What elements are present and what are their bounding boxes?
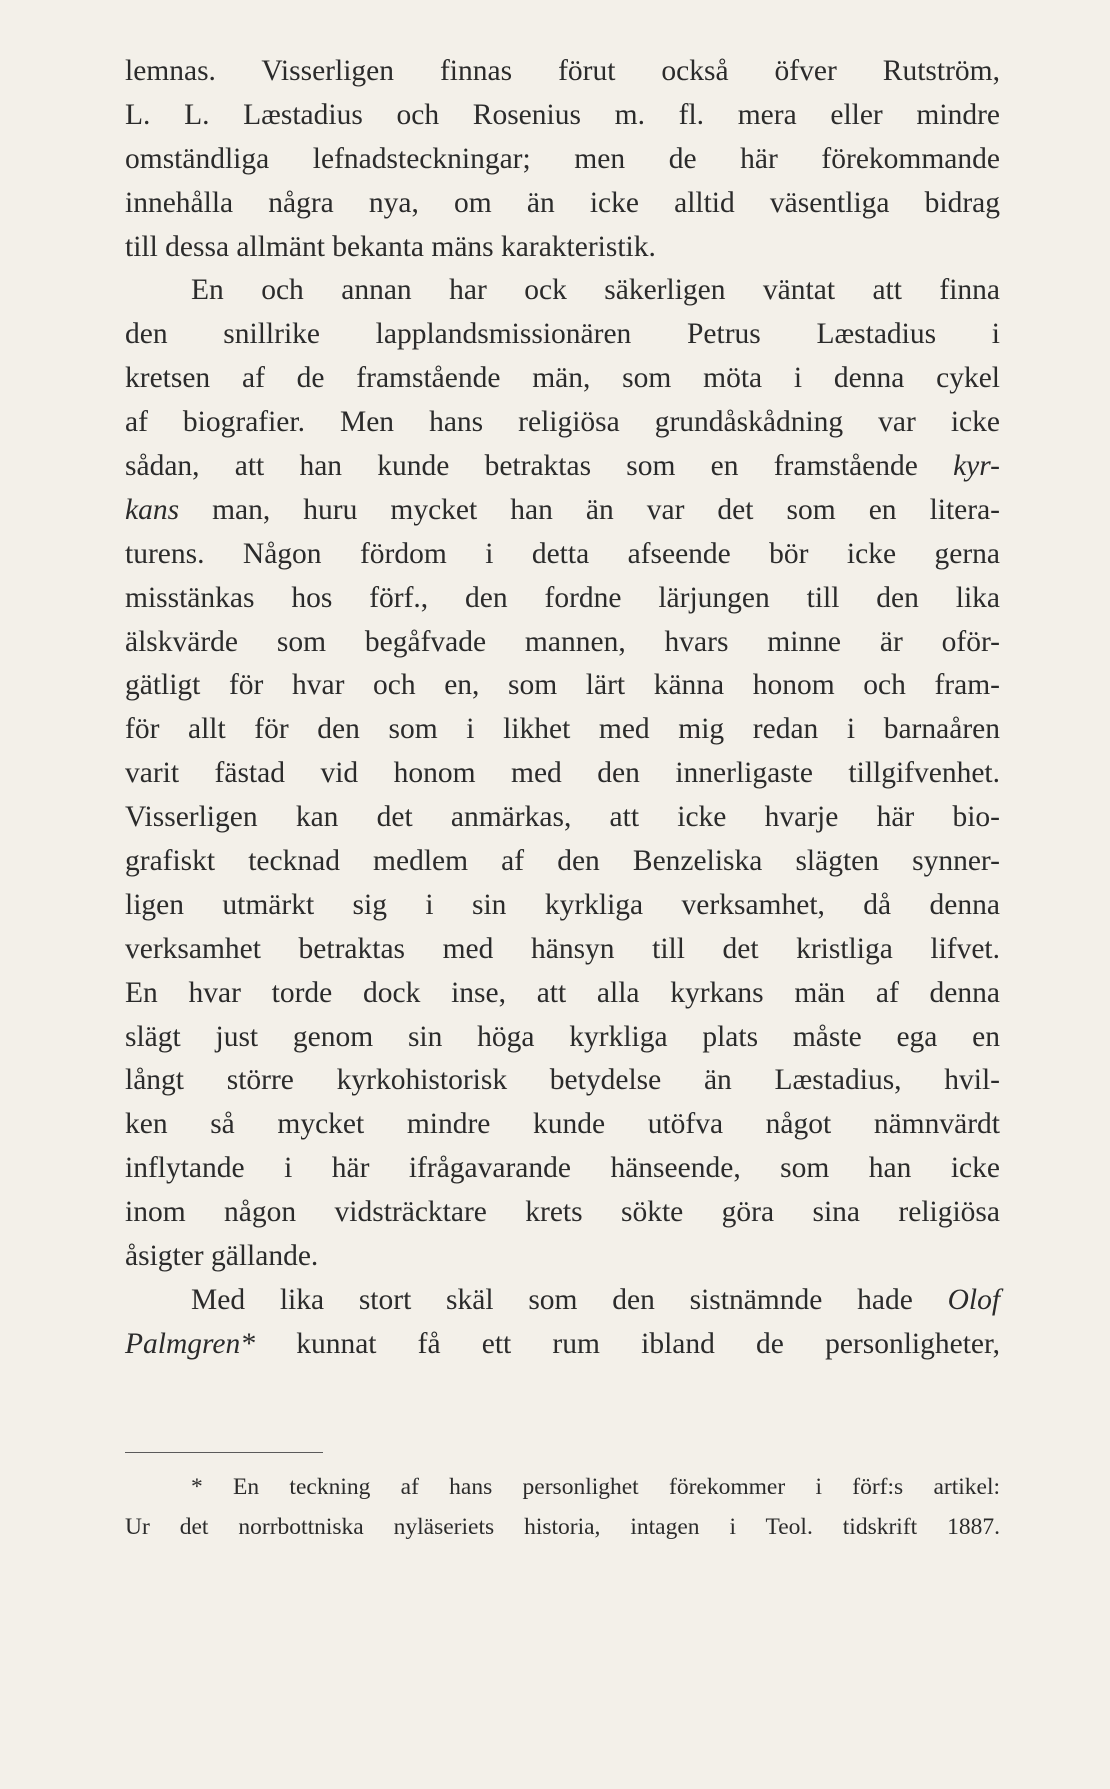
text-segment: kunnat få ett rum ibland de personligheter, [296, 1327, 1001, 1360]
text-line: kretsen af de framstående män, som möta i denna cykel [125, 362, 1000, 395]
text-line: grafiskt tecknad medlem af den Benzeliska slägten synner- [125, 845, 1000, 878]
text-line: innehålla några nya, om än icke alltid väsentliga bidrag [125, 186, 1000, 219]
italic-word: Palmgren* [125, 1327, 255, 1360]
text-line: ligen utmärkt sig i sin kyrkliga verksamhet, då denna [125, 888, 1000, 921]
page-body [125, 50, 1000, 1367]
text-line: Visserligen kan det anmärkas, att icke hvarje här bio- [125, 801, 1000, 834]
text-line: omständliga lefnadsteckningar; men de här förekommande [125, 142, 1000, 175]
text-segment: Med lika stort skäl som den sistnämnde hade [191, 1283, 913, 1316]
text-line: åsigter gällande. [125, 1240, 319, 1273]
footnote-divider [125, 1452, 323, 1453]
text-line: af biografier. Men hans religiösa grundåskådning var icke [125, 406, 1000, 439]
text-line: gätligt för hvar och en, som lärt känna honom och fram- [125, 669, 1000, 702]
text-line: den snillrike lapplandsmissionären Petrus Læstadius i [125, 318, 1000, 351]
text-line: misstänkas hos förf., den fordne lärjungen till den lika [125, 581, 1000, 614]
text-line: ken så mycket mindre kunde utöfva något nämnvärdt [125, 1108, 1000, 1141]
text-line: L. L. Læstadius och Rosenius m. fl. mera eller mindre [125, 98, 1000, 131]
text-line: långt större kyrkohistorisk betydelse än Læstadius, hvil- [125, 1064, 1000, 1097]
text-line [125, 1323, 1000, 1367]
text-line: för allt för den som i likhet med mig redan i barnaåren [125, 713, 1000, 746]
text-line: turens. Någon fördom i detta afseende bör icke gerna [125, 537, 1000, 570]
text-line: slägt just genom sin höga kyrkliga plats måste ega en [125, 1020, 1000, 1053]
italic-word: kyr- [953, 450, 1000, 483]
text-line: inom någon vidsträcktare krets sökte göra sina religiösa [125, 1196, 1000, 1229]
text-line [125, 489, 1000, 533]
text-line: inflytande i här ifrågavarande hänseende, som han icke [125, 1152, 1000, 1185]
text-line [125, 1279, 1000, 1323]
text-line [125, 445, 1000, 489]
text-segment: man, huru mycket han än var det som en litera- [179, 493, 1000, 526]
text-line: En hvar torde dock inse, att alla kyrkans män af denna [125, 976, 1000, 1009]
italic-word: kans [125, 493, 180, 526]
text-line: verksamhet betraktas med hänsyn till det kristliga lifvet. [125, 932, 1000, 965]
text-line: lemnas. Visserligen finnas förut också öfver Rutström, [125, 55, 1000, 87]
footnote-line: Ur det norrbottniska nyläseriets historia, intagen i Teol. tidskrift 1887. [125, 1514, 1000, 1540]
text-line: till dessa allmänt bekanta mäns karakteristik. [125, 230, 656, 263]
text-segment: sådan, att han kunde betraktas som en framstående [125, 450, 918, 483]
text-line: varit fästad vid honom med den innerligaste tillgifvenhet. [125, 757, 1000, 790]
footnote-line: * En teckning af hans personlighet förekommer i förf:s artikel: [191, 1474, 1000, 1500]
italic-word: Olof [947, 1283, 1001, 1316]
text-line: En och annan har ock säkerligen väntat att finna [191, 274, 1000, 307]
text-line: älskvärde som begåfvade mannen, hvars minne är oför- [125, 625, 1000, 658]
footnote [125, 1467, 1000, 1547]
